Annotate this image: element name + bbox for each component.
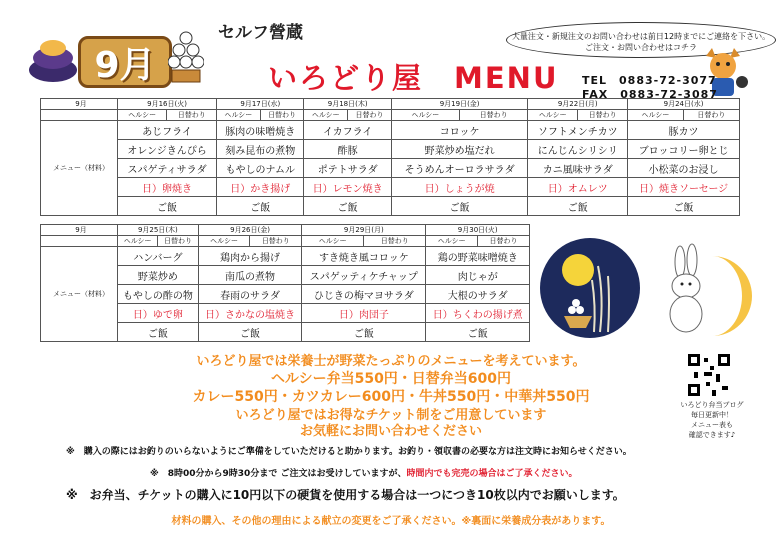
menu-item: ブロッコリー卵とじ: [628, 140, 740, 159]
healthy-label: ヘルシー: [302, 236, 364, 247]
daily-label: 日替わり: [167, 110, 217, 121]
menu-table-week1: [40, 98, 740, 216]
daily-special-item: 日）オムレツ: [528, 178, 628, 197]
qr-caption-line: メニュー表も: [691, 421, 733, 429]
page-title: いろどり屋 MENU: [268, 61, 559, 95]
menu-item: 豚カツ: [628, 121, 740, 140]
menu-item: 酢豚: [304, 140, 391, 159]
menu-item: すき焼き風コロッケ: [302, 247, 426, 266]
promo-line-1: いろどり屋では栄養士が野菜たっぷりのメニューを考えています。: [196, 354, 586, 369]
daily-special-item: 日）ちくわの揚げ煮: [426, 304, 530, 323]
healthy-label: ヘルシー: [118, 110, 167, 121]
menu-item: コロッケ: [391, 121, 528, 140]
menu-item: ご飯: [391, 197, 528, 216]
daily-special-item: 日）レモン焼き: [304, 178, 391, 197]
menu-item: オレンジきんぴら: [118, 140, 217, 159]
menu-item: にんじんシリシリ: [528, 140, 628, 159]
store-subtitle: セルフ營蔵: [218, 23, 303, 43]
healthy-label: ヘルシー: [118, 236, 158, 247]
qr-caption-line: 確認できます♪: [688, 431, 736, 439]
daily-special-item: 日）かき揚げ: [217, 178, 304, 197]
date-header: 9月26日(金): [198, 225, 302, 236]
menu-item: スパゲッティケチャップ: [302, 266, 426, 285]
table-month-label: 9月: [41, 99, 118, 110]
date-header: 9月16日(火): [118, 99, 217, 110]
bubble-line-2: ご注文・お問い合わせはコチラ: [585, 43, 697, 52]
healthy-label: ヘルシー: [628, 110, 684, 121]
note-coins: ※ お弁当、チケットの購入に10円以下の硬貨を使用する場合は一つにつき10枚以内でお願いします。: [66, 488, 625, 502]
promo-ticket-line: いろどり屋ではお得なチケット制をご用意しています: [235, 408, 547, 423]
menu-item: 肉じゃが: [426, 266, 530, 285]
date-header: 9月30日(火): [426, 225, 530, 236]
menu-item: イカフライ: [304, 121, 391, 140]
date-header: 9月25日(木): [118, 225, 199, 236]
promo-prices-rice-bowls: カレー550円・カツカレー600円・牛丼550円・中華丼550円: [192, 389, 590, 405]
phone-number: TEL 0883-72-3077: [582, 74, 717, 87]
healthy-label: ヘルシー: [391, 110, 459, 121]
menu-item: ご飯: [628, 197, 740, 216]
menu-item: そうめんオーロラサラダ: [391, 159, 528, 178]
healthy-label: ヘルシー: [528, 110, 578, 121]
qr-caption-line: 毎日更新中！: [691, 411, 733, 419]
menu-item: ポテトサラダ: [304, 159, 391, 178]
menu-item: 春雨のサラダ: [198, 285, 302, 304]
menu-item: ご飯: [528, 197, 628, 216]
table-month-label: 9月: [41, 225, 118, 236]
menu-item: ご飯: [118, 323, 199, 342]
note-order-hours-text: ※ 8時00分から9時30分まで ご注文はお受けしていますが、: [150, 469, 407, 479]
menu-item: 鶏肉から揚げ: [198, 247, 302, 266]
daily-label: 日替わり: [348, 110, 392, 121]
menu-item: 鶏の野菜味噌焼き: [426, 247, 530, 266]
menu-item: ご飯: [426, 323, 530, 342]
date-header: 9月29日(月): [302, 225, 426, 236]
date-header: 9月22日(月): [528, 99, 628, 110]
row-label: メニュー（材料）: [41, 247, 118, 342]
date-header: 9月19日(金): [391, 99, 528, 110]
menu-item: ハンバーグ: [118, 247, 199, 266]
daily-special-item: 日）しょうが焼: [391, 178, 528, 197]
daily-label: 日替わり: [364, 236, 426, 247]
menu-item: 野菜炒め: [118, 266, 199, 285]
rabbit-and-moon-illustration: [652, 240, 762, 340]
menu-item: 豚肉の味噌焼き: [217, 121, 304, 140]
menu-item: 刻み昆布の煮物: [217, 140, 304, 159]
menu-item: あじフライ: [118, 121, 217, 140]
healthy-label: ヘルシー: [217, 110, 261, 121]
daily-label: 日替わり: [250, 236, 302, 247]
daily-label: 日替わり: [683, 110, 739, 121]
menu-item: ご飯: [198, 323, 302, 342]
healthy-label: ヘルシー: [198, 236, 250, 247]
dango-illustration: [26, 36, 80, 86]
healthy-label: ヘルシー: [426, 236, 478, 247]
daily-label: 日替わり: [260, 110, 304, 121]
menu-item: ひじきの梅マヨサラダ: [302, 285, 426, 304]
menu-item: ご飯: [217, 197, 304, 216]
bubble-line-1: 大量注文・新規注文のお問い合わせは前日12時までにご連絡を下さい。: [511, 32, 771, 41]
daily-special-item: 日）ゆで卵: [118, 304, 199, 323]
date-header: 9月17日(水): [217, 99, 304, 110]
healthy-label: ヘルシー: [304, 110, 348, 121]
date-header: 9月18日(木): [304, 99, 391, 110]
menu-item: もやしのナムル: [217, 159, 304, 178]
menu-item: 南瓜の煮物: [198, 266, 302, 285]
menu-item: 小松菜のお浸し: [628, 159, 740, 178]
note-change: ※ 購入の際にはお釣りのいらないようにご準備をしていただけると助かります。お釣り・領収書の必要な方は注文時にお知らせください。: [66, 447, 632, 457]
daily-label: 日替わり: [459, 110, 527, 121]
tsukimi-dango-icon: [168, 30, 204, 86]
moon-viewing-illustration: [538, 236, 642, 340]
row-label: メニュー（材料）: [41, 121, 118, 216]
promo-contact-line: お気軽にお問い合わせください: [299, 424, 482, 439]
month-badge: 9月: [78, 36, 172, 88]
note-sold-out: 時間内でも完売の場合はご了承ください。: [406, 469, 578, 479]
menu-item: もやしの酢の物: [118, 285, 199, 304]
promo-prices-bento: ヘルシー弁当550円・日替弁当600円: [270, 371, 512, 387]
daily-label: 日替わり: [158, 236, 199, 247]
daily-special-item: 日）さかなの塩焼き: [198, 304, 302, 323]
menu-item: ご飯: [302, 323, 426, 342]
menu-item: スパゲティサラダ: [118, 159, 217, 178]
menu-item: ご飯: [118, 197, 217, 216]
menu-item: ご飯: [304, 197, 391, 216]
menu-item: 野菜炒め塩だれ: [391, 140, 528, 159]
daily-special-item: 日）卵焼き: [118, 178, 217, 197]
menu-item: ソフトメンチカツ: [528, 121, 628, 140]
menu-table-week2: [40, 224, 530, 342]
date-header: 9月24日(水): [628, 99, 740, 110]
daily-special-item: 日）肉団子: [302, 304, 426, 323]
note-menu-change: 材料の購入、その他の理由による献立の変更をご了承ください。※裏面に栄養成分表があります。: [171, 516, 611, 527]
menu-item: 大根のサラダ: [426, 285, 530, 304]
note-order-hours: [150, 466, 577, 479]
fax-number: FAX 0883-72-3087: [582, 88, 718, 101]
menu-item: カニ風味サラダ: [528, 159, 628, 178]
daily-label: 日替わり: [578, 110, 628, 121]
daily-label: 日替わり: [478, 236, 530, 247]
daily-special-item: 日）焼きソーセージ: [628, 178, 740, 197]
qr-caption-line: いろどり弁当ブログ: [680, 401, 744, 409]
